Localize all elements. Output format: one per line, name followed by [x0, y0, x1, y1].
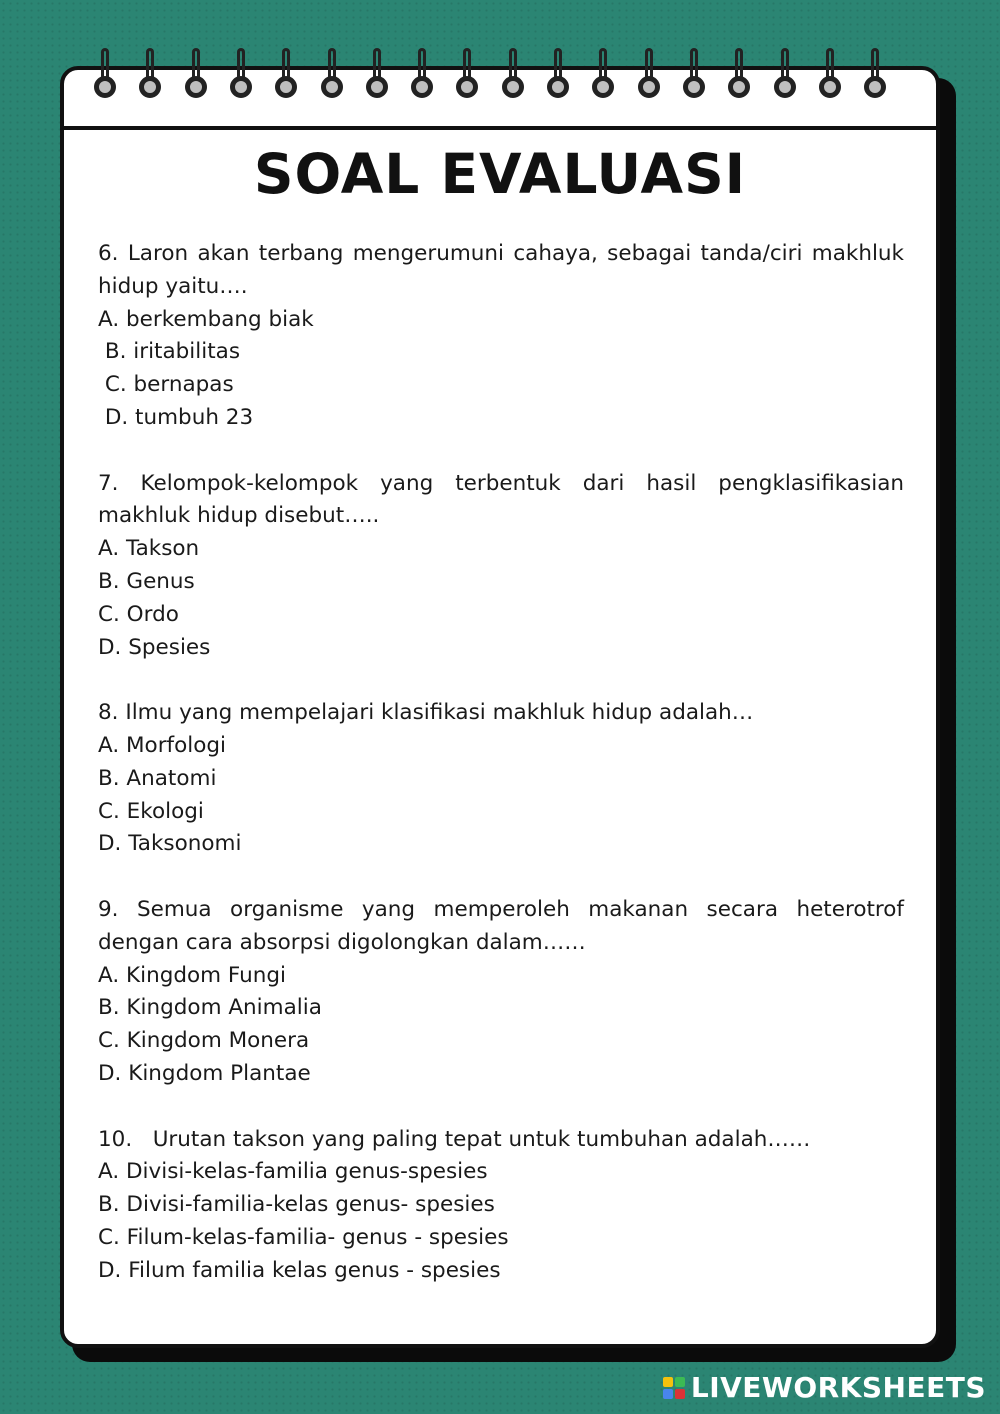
binding-ring: [774, 76, 796, 98]
binding-ring: [456, 76, 478, 98]
option-b[interactable]: B. iritabilitas: [98, 339, 241, 365]
question-list: [98, 238, 904, 1320]
binding-ring: [547, 76, 569, 98]
question-text: 10. Urutan takson yang paling tepat untuk tumbuhan adalah……: [98, 1126, 811, 1152]
binding-ring: [411, 76, 433, 98]
option-a[interactable]: A. Morfologi: [98, 732, 227, 758]
binding-ring: [366, 76, 388, 98]
logo-square-1: [663, 1377, 673, 1387]
liveworksheets-watermark: [663, 1371, 986, 1404]
logo-square-3: [663, 1389, 673, 1399]
question-text: 9. Semua organisme yang memperoleh makanan secara heterotrof dengan cara absorpsi digolongkan dalam……: [98, 896, 904, 955]
option-a[interactable]: A. Divisi-kelas-familia genus-spesies: [98, 1159, 488, 1185]
option-a[interactable]: A. Kingdom Fungi: [98, 962, 286, 988]
option-a[interactable]: A. Takson: [98, 536, 200, 562]
binding-ring: [94, 76, 116, 98]
option-b[interactable]: B. Divisi-familia-kelas genus- spesies: [98, 1192, 495, 1218]
binding-ring: [592, 76, 614, 98]
logo-square-4: [675, 1389, 685, 1399]
option-c[interactable]: C. Kingdom Monera: [98, 1028, 310, 1054]
binding-ring: [321, 76, 343, 98]
binding-ring: [185, 76, 207, 98]
watermark-text: LIVEWORKSHEETS: [690, 1371, 986, 1404]
binding-ring: [139, 76, 161, 98]
option-d[interactable]: D. Spesies: [98, 634, 211, 660]
option-c[interactable]: C. Filum-kelas-familia- genus - spesies: [98, 1224, 509, 1250]
question-7: [98, 468, 904, 665]
binding-ring: [275, 76, 297, 98]
option-c[interactable]: C. Ordo: [98, 601, 179, 627]
option-b[interactable]: B. Kingdom Animalia: [98, 995, 322, 1021]
binding-ring: [502, 76, 524, 98]
option-c[interactable]: C. Ekologi: [98, 798, 204, 824]
binding-divider: [64, 126, 936, 130]
option-d[interactable]: D. Taksonomi: [98, 831, 242, 857]
option-d[interactable]: D. Filum familia kelas genus - spesies: [98, 1257, 501, 1283]
liveworksheets-logo-icon: [663, 1377, 685, 1399]
option-a[interactable]: A. berkembang biak: [98, 306, 314, 332]
notebook-page: [60, 66, 940, 1348]
binding-ring: [683, 76, 705, 98]
question-text: 6. Laron akan terbang mengerumuni cahaya, sebagai tanda/ciri makhluk hidup yaitu….: [98, 241, 904, 299]
option-c[interactable]: C. bernapas: [98, 372, 234, 398]
option-b[interactable]: B. Genus: [98, 568, 195, 594]
binding-ring: [638, 76, 660, 98]
binding-ring: [230, 76, 252, 98]
binding-ring: [864, 76, 886, 98]
question-6: [98, 238, 904, 435]
option-d[interactable]: D. Kingdom Plantae: [98, 1060, 311, 1086]
binding-ring: [728, 76, 750, 98]
question-text: 7. Kelompok-kelompok yang terbentuk dari hasil pengklasifikasian makhluk hidup disebut…..: [98, 470, 904, 529]
option-b[interactable]: B. Anatomi: [98, 765, 217, 791]
page-title: SOAL EVALUASI: [253, 142, 747, 206]
question-10: [98, 1124, 904, 1288]
question-text: 8. Ilmu yang mempelajari klasifikasi makhluk hidup adalah…: [98, 700, 754, 726]
question-8: [98, 697, 904, 861]
binding-ring: [819, 76, 841, 98]
question-9: [98, 894, 904, 1091]
option-d[interactable]: D. tumbuh 23: [98, 404, 254, 430]
logo-square-2: [675, 1377, 685, 1387]
